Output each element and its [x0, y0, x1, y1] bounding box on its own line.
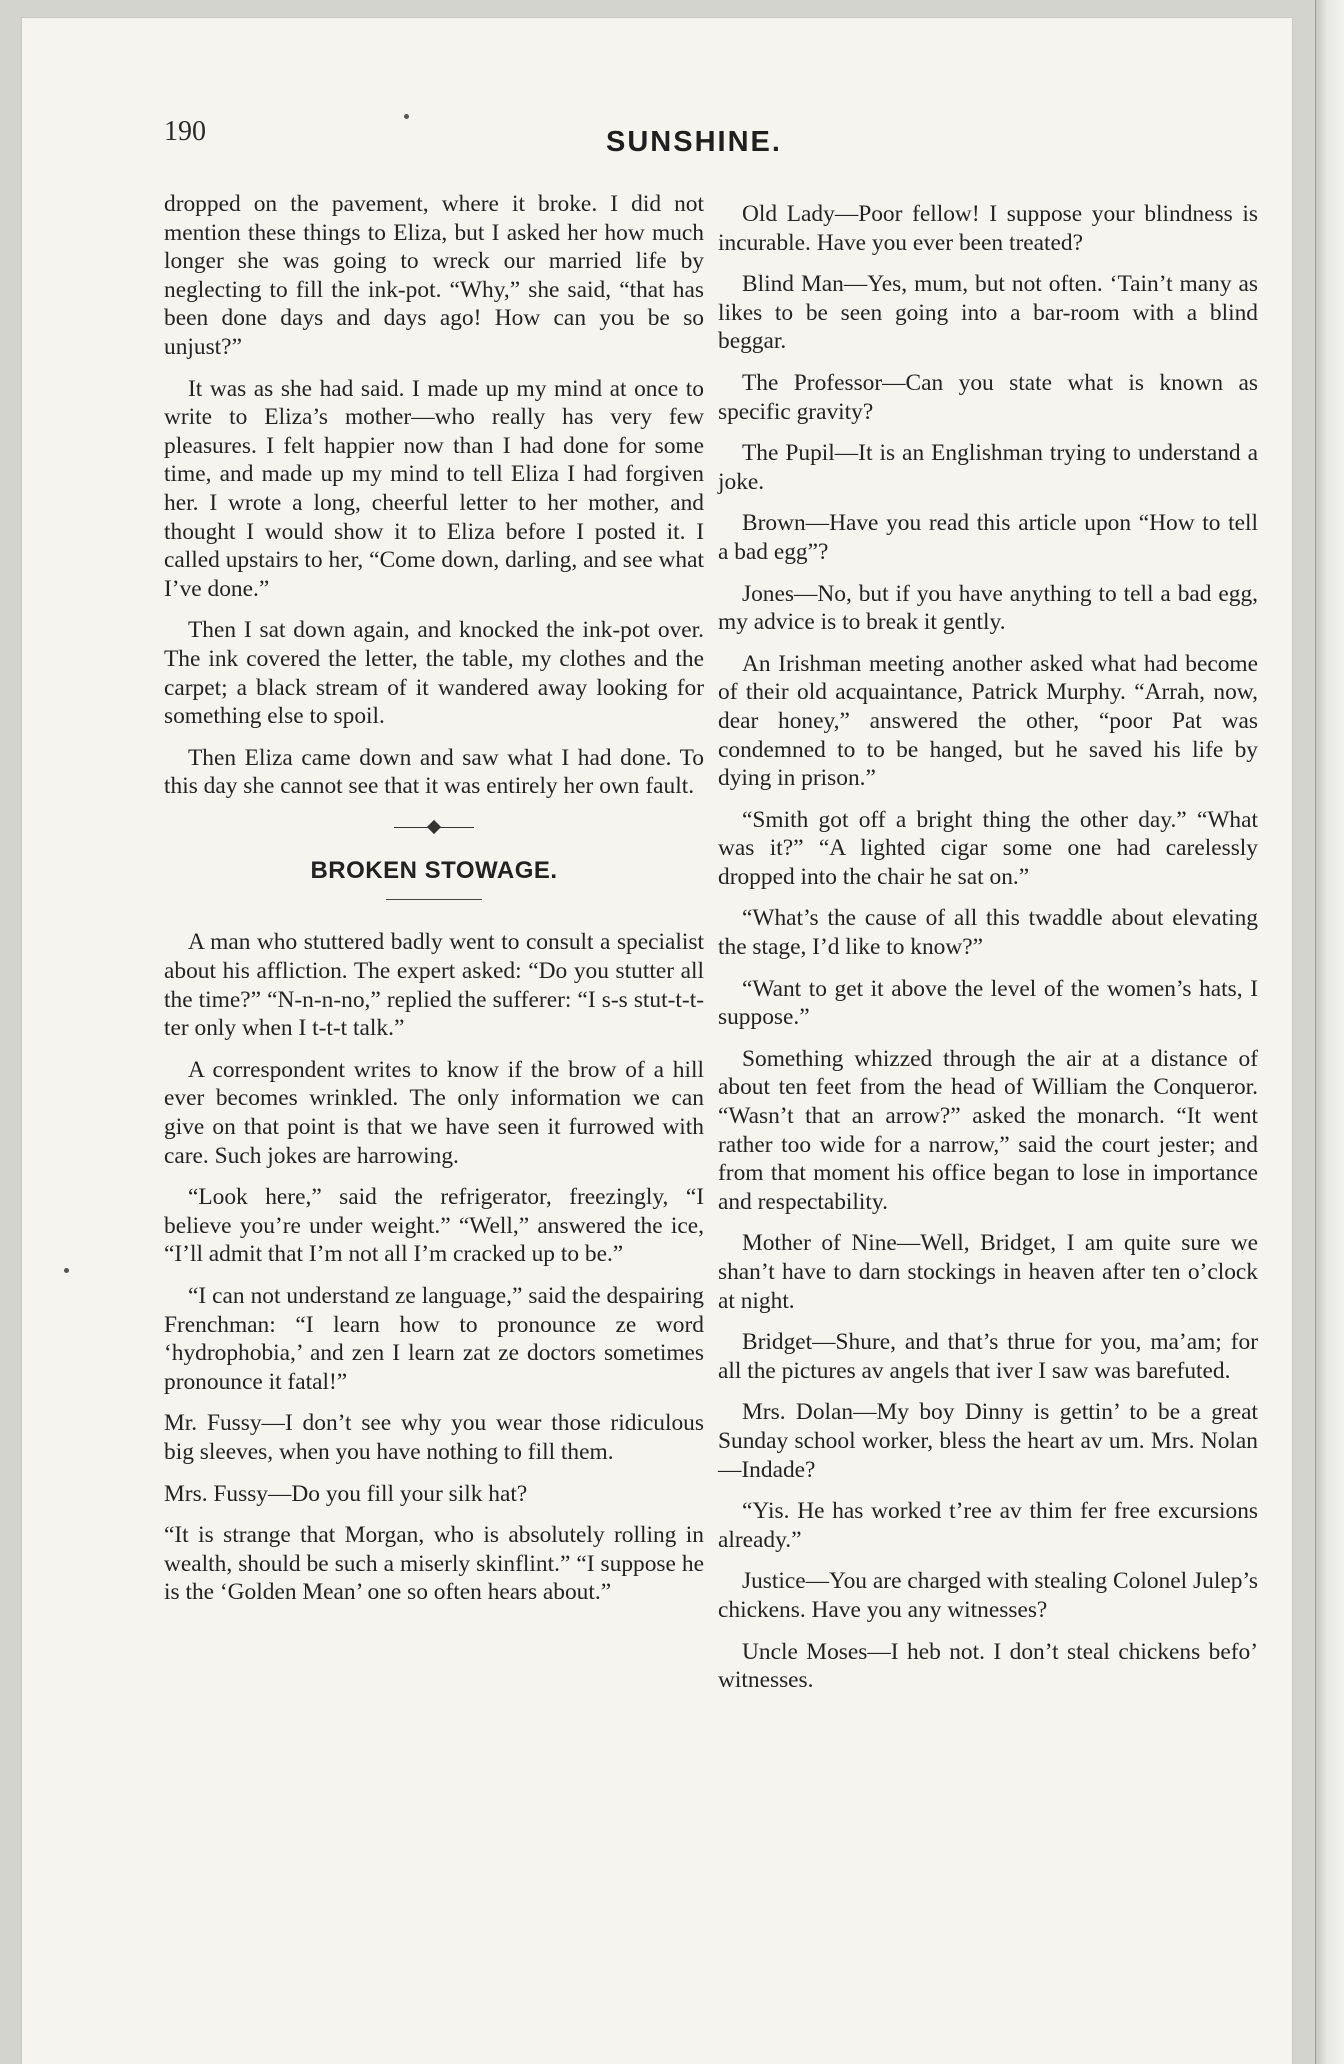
paragraph: Something whizzed through the air at a distance of about ten feet from the head of William the Conqueror. “Wasn’t that an arrow?” asked the monarch. “It went rather too wide for a narrow,” said the court jester; and from that moment his office began to lose in importance and respectability. [718, 1045, 1258, 1215]
paragraph: The Professor—Can you state what is known as specific gravity? [718, 369, 1258, 425]
paragraph: Bridget—Shure, and that’s thrue for you, ma’am; for all the pictures av angels that iver I saw was barefuted. [718, 1329, 1258, 1384]
right-column [718, 200, 1258, 1708]
paragraph: “Look here,” said the refrigerator, freezingly, “I believe you’re under weight.” “Well,” answered the ice, “I’ll admit that I’m not all I’m cracked up to be.” [164, 1184, 704, 1268]
paragraph: Then I sat down again, and knocked the ink-pot over. The ink covered the letter, the table, my clothes and the carpet; a black stream of it wandered away looking for something else to spoil. [164, 617, 704, 730]
paragraph: dropped on the pavement, where it broke. I did not mention these things to Eliza, but I asked her how much longer she was going to wreck our married life by neglecting to fill the ink-pot. “Why,” she said, “that has been done days and days ago! How can you be so unjust?” [164, 191, 704, 360]
paragraph: Mrs. Dolan—My boy Dinny is gettin’ to be a great Sunday school worker, bless the heart av um. Mrs. Nolan—Indade? [718, 1399, 1258, 1483]
heading-rule [386, 899, 482, 900]
paragraph: Blind Man—Yes, mum, but not often. ‘Tain’t many as likes to be seen going into a bar-room with a blind beggar. [718, 271, 1258, 355]
page-number: 190 [164, 116, 206, 147]
paragraph: “What’s the cause of all this twaddle about elevating the stage, I’d like to know?” [718, 905, 1258, 961]
print-speck [64, 1268, 69, 1273]
paragraph: An Irishman meeting another asked what had become of their old acquaintance, Patrick Murphy. “Arrah, now, dear honey,” answered the other, “poor Pat was condemned to to be hanged, but he saved his life by dying in prison.” [718, 650, 1258, 792]
print-speck [404, 114, 409, 119]
paragraph: Uncle Moses—I heb not. I don’t steal chickens befo’ witnesses. [718, 1638, 1258, 1694]
paragraph: The Pupil—It is an Englishman trying to understand a joke. [718, 440, 1258, 495]
paragraph: “I can not understand ze language,” said the despairing Frenchman: “I learn how to pronounce ze word ‘hydrophobia,’ and zen I learn zat ze doctors sometimes pronounce it fatal!” [164, 1283, 704, 1395]
paragraph: Then Eliza came down and saw what I had done. To this day she cannot see that it was entirely her own fault. [164, 744, 704, 800]
paragraph: Jones—No, but if you have anything to tell a bad egg, my advice is to break it gently. [718, 580, 1258, 636]
paragraph: “Smith got off a bright thing the other day.” “What was it?” “A lighted cigar some one had carelessly dropped into the chair he sat on.” [718, 806, 1258, 890]
paragraph: Mrs. Fussy—Do you fill your silk hat? [164, 1480, 528, 1507]
section-heading: BROKEN STOWAGE. [310, 856, 558, 884]
paragraph: “Yis. He has worked t’ree av thim fer free excursions already.” [718, 1498, 1258, 1553]
running-title: SUNSHINE. [606, 126, 782, 158]
paragraph: It was as she had said. I made up my mind at once to write to Eliza’s mother—who really has very few pleasures. I felt happier now than I had done for some time, and made up my mind to tell Eliza I had forgiven her. I wrote a long, cheerful letter to her mother, and thought I would show it to Eliza before I posted it. I called upstairs to her, “Come down, darling, and see what I’ve done.” [164, 375, 704, 602]
page-header [22, 116, 1292, 166]
paragraph: Mother of Nine—Well, Bridget, I am quite sure we shan’t have to darn stockings in heaven after ten o’clock at night. [718, 1230, 1258, 1314]
paragraph: Mr. Fussy—I don’t see why you wear those ridiculous big sleeves, when you have nothing to fill them. [164, 1410, 704, 1465]
left-column [164, 190, 704, 1620]
section-divider-ornament [394, 821, 474, 835]
paragraph: Old Lady—Poor fellow! I suppose your blindness is incurable. Have you ever been treated? [718, 201, 1258, 256]
paragraph: “Want to get it above the level of the women’s hats, I suppose.” [718, 975, 1258, 1031]
page [22, 18, 1292, 2064]
paragraph: A correspondent writes to know if the brow of a hill ever becomes wrinkled. The only information we can give on that point is that we have seen it furrowed with care. Such jokes are harrowing. [164, 1056, 704, 1169]
paragraph: Justice—You are charged with stealing Colonel Julep’s chickens. Have you any witnesses? [718, 1568, 1258, 1623]
paragraph: Brown—Have you read this article upon “How to tell a bad egg”? [718, 510, 1258, 565]
paragraph: A man who stuttered badly went to consult a specialist about his affliction. The expert asked: “Do you stutter all the time?” “N-n-n-no,” replied the sufferer: “I s-s stut-t-t-ter only when I t-t-t talk.” [164, 929, 704, 1042]
binding-gutter [1315, 0, 1344, 2064]
paragraph: “It is strange that Morgan, who is absolutely rolling in wealth, should be such a miserly skinflint.” “I suppose he is the ‘Golden Mean’ one so often hears about.” [164, 1522, 704, 1606]
